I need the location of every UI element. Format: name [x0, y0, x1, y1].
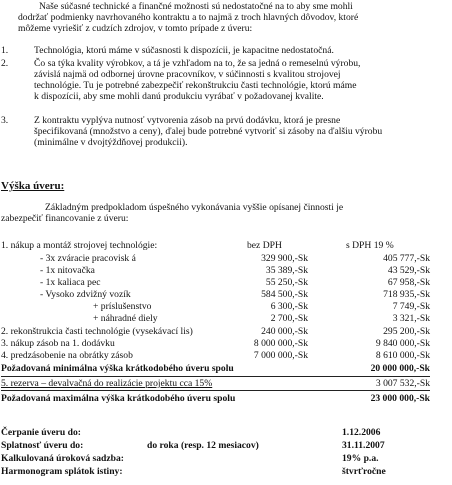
reason-line: špecifikovaná (množstvo a ceny), ďalej bude potrebné vytvoriť si zásoby na ďalšiu výrobu — [34, 126, 383, 137]
table-row-label: 4. predzásobenie na obrátky zásob — [1, 350, 133, 361]
table-row-col1: 55 250,-Sk — [265, 277, 308, 288]
table-row-col1: 35 389,-Sk — [265, 265, 308, 276]
reason-line: Z kontraktu vyplýva nutnosť vytvorenia zásob na prvú dodávku, ktorá je presne — [34, 115, 341, 126]
reason-line: technológie. Tu je potrebné zabezpečiť rekonštrukciu časti technológie, ktorú máme — [34, 80, 357, 91]
intro-paragraph — [18, 1, 433, 34]
term-value: 1.12.2006 — [342, 427, 381, 438]
table-row-col1: 240 000,-Sk — [261, 326, 308, 337]
reason-line: Čo sa týka kvality výrobkov, a tá je vzhľadom na to, že sa jedná o remeselnú výrobu, — [34, 58, 361, 69]
table-header-col1: bez DPH — [247, 240, 282, 251]
table-row-col2: 7 749,-Sk — [392, 301, 430, 312]
table-row-col2: 295 200,-Sk — [383, 326, 430, 337]
table-row-col2: 718 935,-Sk — [383, 289, 430, 300]
table-row-col2: 43 529,-Sk — [387, 265, 430, 276]
table-row-col2: 9 840 000,-Sk — [375, 338, 430, 349]
table-row-col1: 8 000 000,-Sk — [253, 338, 308, 349]
table-row-col2: 405 777,-Sk — [383, 253, 430, 264]
max-total-label: Požadovaná maximálna výška krátkodobého úveru spolu — [1, 393, 236, 404]
table-row-col2: 67 958,-Sk — [387, 277, 430, 288]
section-intro — [1, 202, 433, 224]
reason-item — [34, 45, 434, 56]
reason-line: k dispozícii, aby sme mohli danú produkciu vyrábať v požadovanej kvalite. — [34, 91, 324, 102]
reason-number: 3. — [1, 115, 9, 126]
term-value: 31.11.2007 — [342, 440, 385, 451]
term-label: Harmonogram splátok istiny: — [1, 466, 123, 477]
section-intro-line: zabezpečiť financovanie z úveru: — [1, 213, 129, 224]
table-row-label: + príslušenstvo — [93, 301, 152, 312]
intro-line: môžeme vyriešiť z cudzích zdrojov, v tomto prípade z úveru: — [18, 23, 253, 34]
table-row-label: 3. nákup zásob na 1. dodávku — [1, 338, 115, 349]
section-intro-line: Základným predpokladom úspešného vykonávania vyššie opísanej činnosti je — [45, 202, 344, 213]
table-row-label: - 3x zváracie pracovisk á — [40, 253, 136, 264]
reason-line: (minimálne v dvojtýždňovej produkcii). — [34, 137, 188, 148]
reserve-label: 5. rezerva – devalvačná do realizácie projektu cca 15% — [1, 378, 213, 389]
term-label: Splatnosť úveru do: — [1, 440, 84, 451]
term-label: Čerpanie úveru do: — [1, 427, 81, 438]
intro-line: dodržať podmienky navrhovaného kontraktu a to najmä z troch hlavných dôvodov, ktoré — [18, 12, 359, 23]
term-label: Kalkulovaná úroková sadzba: — [1, 453, 124, 464]
reason-item — [34, 58, 434, 102]
table-row-label: 2. rekonštrukcia časti technológie (vysekávací lis) — [1, 326, 193, 337]
table-row-col1: 584 500,-Sk — [261, 289, 308, 300]
reason-line: Technológia, ktorú máme v súčasnosti k dispozícii, je kapacitne nedostatočná. — [34, 45, 334, 56]
table-row-col2: 8 610 000,-Sk — [375, 350, 430, 361]
divider — [1, 376, 430, 377]
table-row-col1: 329 900,-Sk — [261, 253, 308, 264]
table-row-label: + náhradné diely — [93, 313, 158, 324]
reserve-value: 3 007 532,-Sk — [375, 378, 430, 389]
section-title: Výška úveru: — [1, 180, 65, 192]
table-row-col2: 3 321,-Sk — [392, 313, 430, 324]
min-total-value: 20 000 000,-Sk — [370, 363, 430, 374]
table-header-col2: s DPH 19 % — [346, 240, 394, 251]
table-row-label: - 1x kaliaca pec — [40, 277, 101, 288]
reason-number: 2. — [1, 58, 9, 69]
min-total-label: Požadovaná minimálna výška krátkodobého úveru spolu — [1, 363, 234, 374]
reason-item — [34, 115, 434, 148]
divider — [1, 390, 430, 391]
table-row-col1: 2 700,-Sk — [270, 313, 308, 324]
table-header-label: 1. nákup a montáž strojovej technológie: — [1, 240, 158, 251]
reason-number: 1. — [1, 45, 9, 56]
table-row-label: - 1x nitovačka — [40, 265, 95, 276]
max-total-value: 23 000 000,-Sk — [370, 393, 430, 404]
table-row-col1: 7 000 000,-Sk — [253, 350, 308, 361]
term-value: štvrťročne — [342, 466, 386, 477]
table-row-col1: 6 300,-Sk — [270, 301, 308, 312]
term-middle: do roka (resp. 12 mesiacov) — [147, 440, 259, 451]
intro-line: Naše súčasné technické a finančné možnosti sú nedostatočné na to aby sme mohli — [39, 1, 353, 12]
reason-line: závislá najmä od odbornej úrovne pracovníkov, v súčinnosti s kvalitou strojovej — [34, 69, 341, 80]
term-value: 19% p.a. — [342, 453, 379, 464]
table-row-label: - Vysoko zdvižný vozík — [40, 289, 131, 300]
